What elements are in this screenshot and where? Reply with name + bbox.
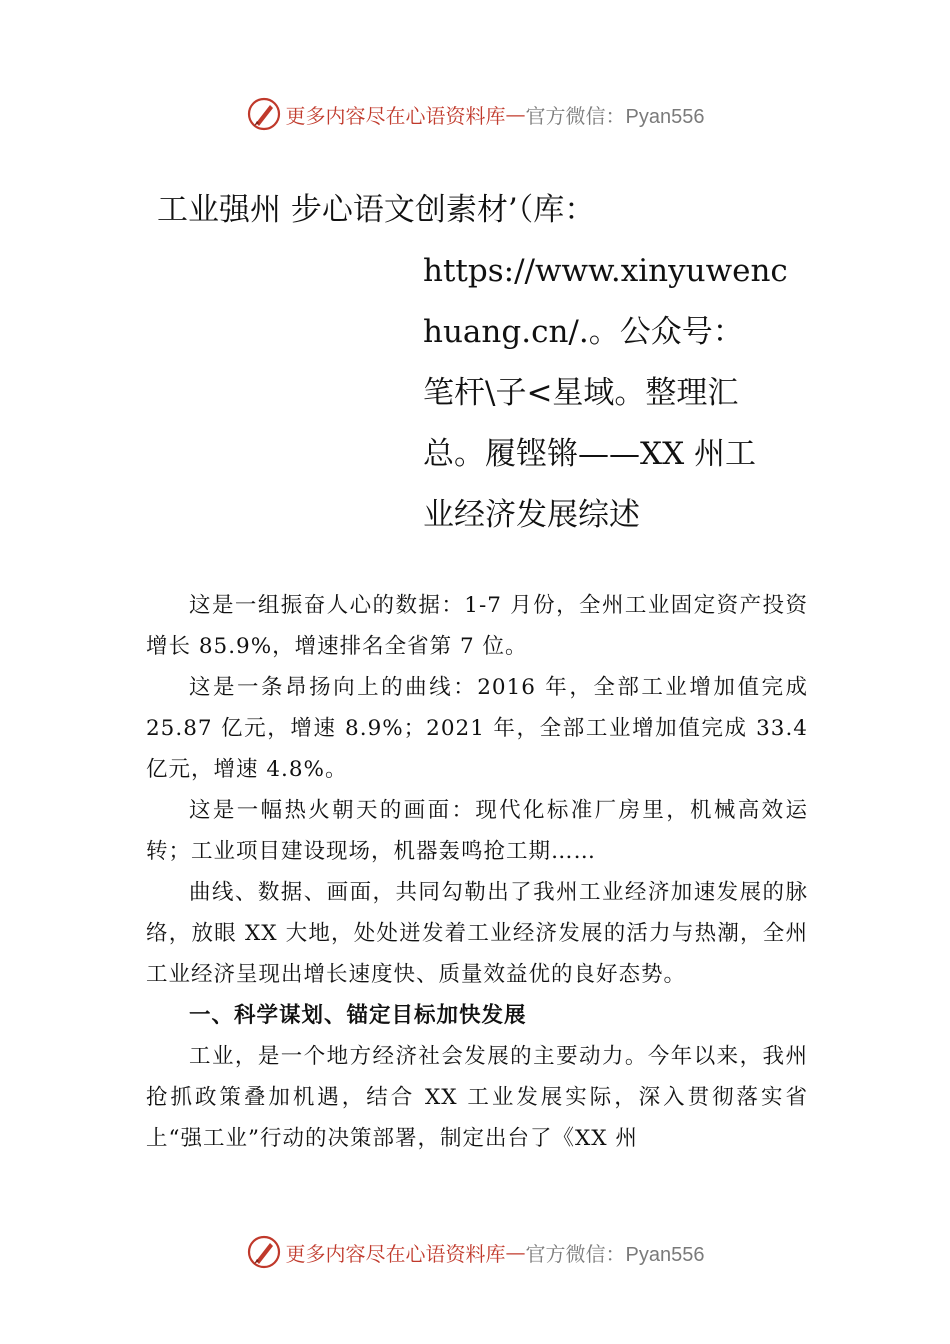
pen-quill-logo-icon — [246, 96, 282, 132]
watermark-main-text: 更多内容尽在心语资料库 — [285, 1241, 506, 1266]
watermark-wechat-text: 官方微信：Pyan556 — [525, 105, 705, 128]
title-right-line: https://www.xinyuwenc — [423, 253, 788, 289]
title-right-column — [423, 241, 803, 546]
watermark-main-text: 更多内容尽在心语资料库 — [285, 103, 506, 128]
body-paragraph: 这是一组振奋人心的数据：1-7 月份，全州工业固定资产投资增长 85.9%，增速排名全省第 7 位。 — [146, 593, 808, 659]
title-right-line: 总。履铿锵——XX 州工 — [423, 436, 756, 472]
body-paragraph: 这是一条昂扬向上的曲线：2016 年，全部工业增加值完成 25.87 亿元，增速 8.9%；2021 年，全部工业增加值完成 33.4 亿元，增速 4.8%。 — [146, 675, 808, 782]
document-body — [146, 585, 808, 1159]
watermark-wechat-text: 官方微信：Pyan556 — [525, 1243, 705, 1266]
document-title — [0, 180, 950, 560]
body-paragraph: 这是一幅热火朝天的画面：现代化标准厂房里，机械高效运转；工业项目建设现场，机器轰鸣抢工期…… — [146, 798, 808, 864]
body-paragraph: 曲线、数据、画面，共同勾勒出了我州工业经济加速发展的脉络，放眼 XX 大地，处处迸发着工业经济发展的活力与热潮，全州工业经济呈现出增长速度快、质量效益优的良好态势。 — [146, 880, 808, 987]
title-right-line: 笔杆\子<星域。整理汇 — [423, 375, 739, 411]
header-watermark — [0, 92, 950, 136]
pen-quill-logo-icon — [246, 1234, 282, 1270]
body-paragraph: 工业，是一个地方经济社会发展的主要动力。今年以来，我州抢抓政策叠加机遇，结合 XX 工业发展实际，深入贯彻落实省上“强工业”行动的决策部署，制定出台了《XX 州 — [146, 1044, 808, 1151]
footer-watermark — [0, 1230, 950, 1274]
section-heading: 一、科学谋划、锚定目标加快发展 — [189, 1003, 527, 1028]
title-right-line: 业经济发展综述 — [423, 497, 640, 533]
title-right-line: huang.cn/.。公众号： — [423, 314, 744, 350]
title-left-line: 工业强州 步心语文创素材’（库： — [157, 192, 596, 228]
watermark-separator: — — [505, 102, 526, 126]
watermark-separator: — — [505, 1240, 526, 1264]
